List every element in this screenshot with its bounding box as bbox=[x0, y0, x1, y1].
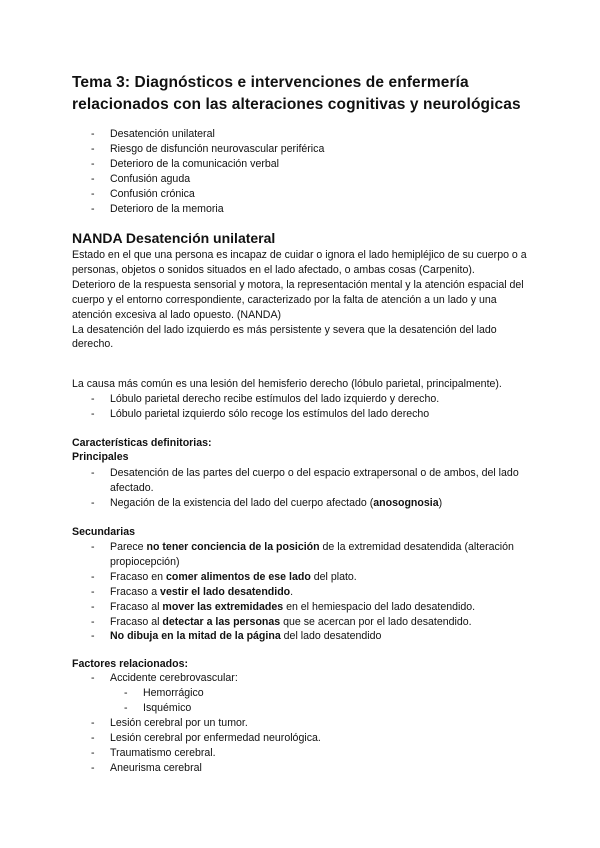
list-item-text: Hemorrágico bbox=[143, 687, 204, 699]
dash-bullet: - bbox=[91, 600, 95, 613]
list-item bbox=[124, 686, 443, 701]
list-item-text: Lóbulo parietal derecho recibe estímulos del lado izquierdo y derecho. bbox=[110, 393, 440, 405]
dash-bullet: - bbox=[91, 672, 95, 684]
list-item-text: Confusión aguda bbox=[110, 172, 191, 185]
text-part: . bbox=[290, 585, 294, 598]
list-item bbox=[91, 629, 530, 644]
text-part: Negación de la existencia del lado del cuerpo afectado ( bbox=[110, 496, 374, 509]
definition-nanda: Deterioro de la respuesta sensorial y motora, la representación mental y la atención espacial del cuerpo y el entorno correspondiente, caracterizado por la falta de atención a un lado y una atención excesiva al lado opuesto. (NANDA) bbox=[72, 278, 524, 321]
text-part: Fracaso en bbox=[110, 570, 166, 583]
cause-paragraph: La causa más común es una lesión del hemisferio derecho (lóbulo parietal, principalmente). bbox=[72, 378, 502, 390]
list-item-text: Deterioro de la comunicación verbal bbox=[110, 157, 279, 170]
definition-left-side: La desatención del lado izquierdo es más persistente y severa que la desatención del lado derecho. bbox=[72, 323, 497, 351]
list-item-text: Lesión cerebral por enfermedad neurológica. bbox=[110, 731, 321, 744]
list-item-text bbox=[110, 571, 357, 583]
list-item bbox=[91, 570, 530, 585]
principal-heading: Principales bbox=[72, 451, 129, 463]
text-part: Parece bbox=[110, 541, 147, 553]
list-item bbox=[91, 202, 530, 217]
list-item bbox=[124, 701, 443, 716]
list-item bbox=[91, 761, 530, 776]
list-item-text: Desatención unilateral bbox=[110, 128, 215, 140]
list-item bbox=[91, 731, 530, 746]
list-item bbox=[91, 585, 530, 600]
dash-bullet: - bbox=[91, 717, 95, 729]
list-item bbox=[91, 716, 530, 731]
dash-bullet: - bbox=[91, 187, 95, 200]
list-item-text: Accidente cerebrovascular: bbox=[110, 672, 238, 684]
list-item bbox=[91, 540, 530, 570]
stroke-types-list bbox=[124, 686, 443, 716]
bold-text: No dibuja en la mitad de la página bbox=[110, 630, 281, 643]
dash-bullet: - bbox=[91, 496, 95, 509]
list-item-text: Desatención de las partes del cuerpo o del espacio extrapersonal o de ambos, del lado afectado. bbox=[110, 467, 519, 494]
list-item bbox=[91, 142, 530, 157]
list-item bbox=[91, 615, 530, 630]
factors-list bbox=[91, 716, 530, 776]
bold-text: vestir el lado desatendido bbox=[160, 585, 291, 598]
list-item-text: Lesión cerebral por un tumor. bbox=[110, 717, 248, 729]
dash-bullet: - bbox=[91, 467, 95, 479]
text-part: en el hemiespacio del lado desatendido. bbox=[283, 600, 476, 613]
bold-text: comer alimentos de ese lado bbox=[165, 570, 311, 583]
list-item-text bbox=[110, 586, 293, 598]
bold-text: detectar a las personas bbox=[162, 615, 281, 628]
dash-bullet: - bbox=[91, 202, 95, 215]
dash-bullet: - bbox=[91, 142, 95, 155]
list-item-text bbox=[110, 630, 381, 642]
bold-text: no tener conciencia de la posición bbox=[146, 541, 320, 553]
dash-bullet: - bbox=[91, 128, 95, 140]
dash-bullet: - bbox=[124, 687, 128, 699]
principal-list bbox=[91, 466, 530, 511]
list-item-text: Aneurisma cerebral bbox=[110, 761, 202, 774]
list-item bbox=[91, 746, 530, 761]
list-item bbox=[91, 157, 530, 172]
list-item bbox=[91, 172, 530, 187]
dash-bullet: - bbox=[91, 541, 95, 553]
secondary-list bbox=[91, 540, 530, 644]
list-item bbox=[91, 407, 530, 422]
dash-bullet: - bbox=[91, 585, 95, 598]
text-part: ) bbox=[438, 496, 443, 509]
document-title: Tema 3: Diagnósticos e intervenciones de enfermería relacionados con las alteraciones cognitivas y neurológicas bbox=[72, 74, 521, 113]
dash-bullet: - bbox=[91, 407, 95, 420]
list-item bbox=[91, 392, 530, 407]
text-part: del lado desatendido bbox=[280, 630, 382, 643]
list-item bbox=[91, 496, 530, 511]
dash-bullet: - bbox=[91, 393, 95, 405]
list-item-text: Deterioro de la memoria bbox=[110, 202, 224, 215]
list-item-text bbox=[110, 497, 442, 509]
anosognosia-term: anosognosia bbox=[373, 496, 439, 509]
characteristics-heading: Características definitorias: bbox=[72, 437, 212, 449]
bold-text: mover las extremidades bbox=[162, 600, 284, 613]
text-part: Fracaso al bbox=[110, 600, 163, 613]
dash-bullet: - bbox=[91, 615, 95, 628]
definition-paragraph bbox=[72, 248, 532, 352]
list-item bbox=[91, 600, 530, 615]
dash-bullet: - bbox=[124, 701, 128, 714]
list-item bbox=[91, 671, 530, 686]
diagnoses-list bbox=[91, 127, 530, 216]
definition-carpenito: Estado en el que una persona es incapaz de cuidar o ignora el lado hemipléjico de su cuerpo o a personas, objetos o sonidos situados en el lado afectado, o ambas cosas (Carpenito). bbox=[72, 249, 527, 276]
nanda-heading: NANDA Desatención unilateral bbox=[72, 230, 276, 246]
dash-bullet: - bbox=[91, 570, 95, 583]
text-part: Fracaso a bbox=[110, 585, 161, 598]
list-item-text: Isquémico bbox=[143, 701, 192, 714]
secondary-heading: Secundarias bbox=[72, 526, 136, 538]
dash-bullet: - bbox=[91, 172, 95, 185]
lobes-list bbox=[91, 392, 530, 422]
dash-bullet: - bbox=[91, 746, 95, 759]
factors-heading: Factores relacionados: bbox=[72, 658, 188, 670]
list-item-text bbox=[110, 541, 514, 568]
list-item bbox=[91, 466, 530, 496]
stroke-list bbox=[91, 671, 530, 686]
list-item-text bbox=[110, 616, 472, 628]
text-part: que se acercan por el lado desatendido. bbox=[280, 615, 472, 628]
dash-bullet: - bbox=[91, 761, 95, 774]
dash-bullet: - bbox=[91, 731, 95, 744]
list-item-text: Traumatismo cerebral. bbox=[110, 746, 216, 759]
list-item-text: Confusión crónica bbox=[110, 187, 195, 200]
list-item bbox=[91, 127, 530, 142]
dash-bullet: - bbox=[91, 157, 95, 170]
list-item-text: Lóbulo parietal izquierdo sólo recoge los estímulos del lado derecho bbox=[110, 407, 430, 420]
list-item bbox=[91, 187, 530, 202]
dash-bullet: - bbox=[91, 630, 95, 643]
list-item-text: Riesgo de disfunción neurovascular periférica bbox=[110, 142, 325, 155]
text-part: de la extremidad desatendida (alteración propiocepción) bbox=[110, 541, 514, 568]
text-part: del plato. bbox=[310, 570, 357, 583]
list-item-text bbox=[110, 601, 475, 613]
text-part: Fracaso al bbox=[110, 615, 163, 628]
